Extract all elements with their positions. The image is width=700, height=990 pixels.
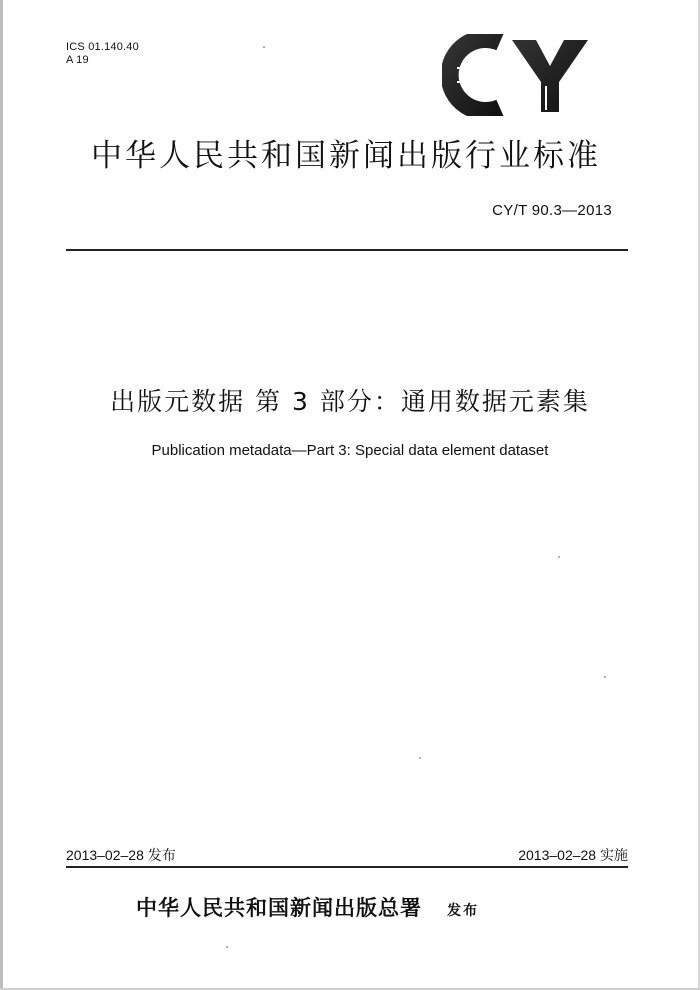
publish-label: 发布	[447, 903, 480, 919]
cy-logo-mark	[450, 39, 588, 112]
classification-codes	[66, 41, 139, 67]
document-title-chinese: 出版元数据 第 3 部分：通用数据元素集	[110, 387, 590, 416]
issuing-body-header: 中华人民共和国新闻出版行业标准	[91, 138, 601, 174]
divider-bottom	[66, 866, 628, 868]
cy-logo	[442, 34, 592, 116]
implementation-date: 2013–02–28 实施	[518, 847, 628, 863]
ccs-code: A 19	[66, 54, 89, 66]
scan-speck	[226, 946, 228, 948]
scan-speck	[263, 46, 265, 48]
publisher-line	[136, 892, 479, 922]
standard-code: CY/T 90.3—2013	[492, 202, 612, 219]
scan-edge-left	[0, 0, 3, 990]
publisher-name: 中华人民共和国新闻出版总署	[136, 895, 422, 920]
document-title-english: Publication metadata—Part 3: Special data element dataset	[151, 442, 549, 459]
scan-speck	[558, 556, 560, 558]
scan-speck	[604, 676, 606, 678]
issue-date: 2013–02–28 发布	[66, 847, 176, 863]
divider-top	[66, 249, 628, 251]
ics-code: ICS 01.140.40	[66, 41, 139, 53]
scan-speck	[419, 757, 421, 759]
